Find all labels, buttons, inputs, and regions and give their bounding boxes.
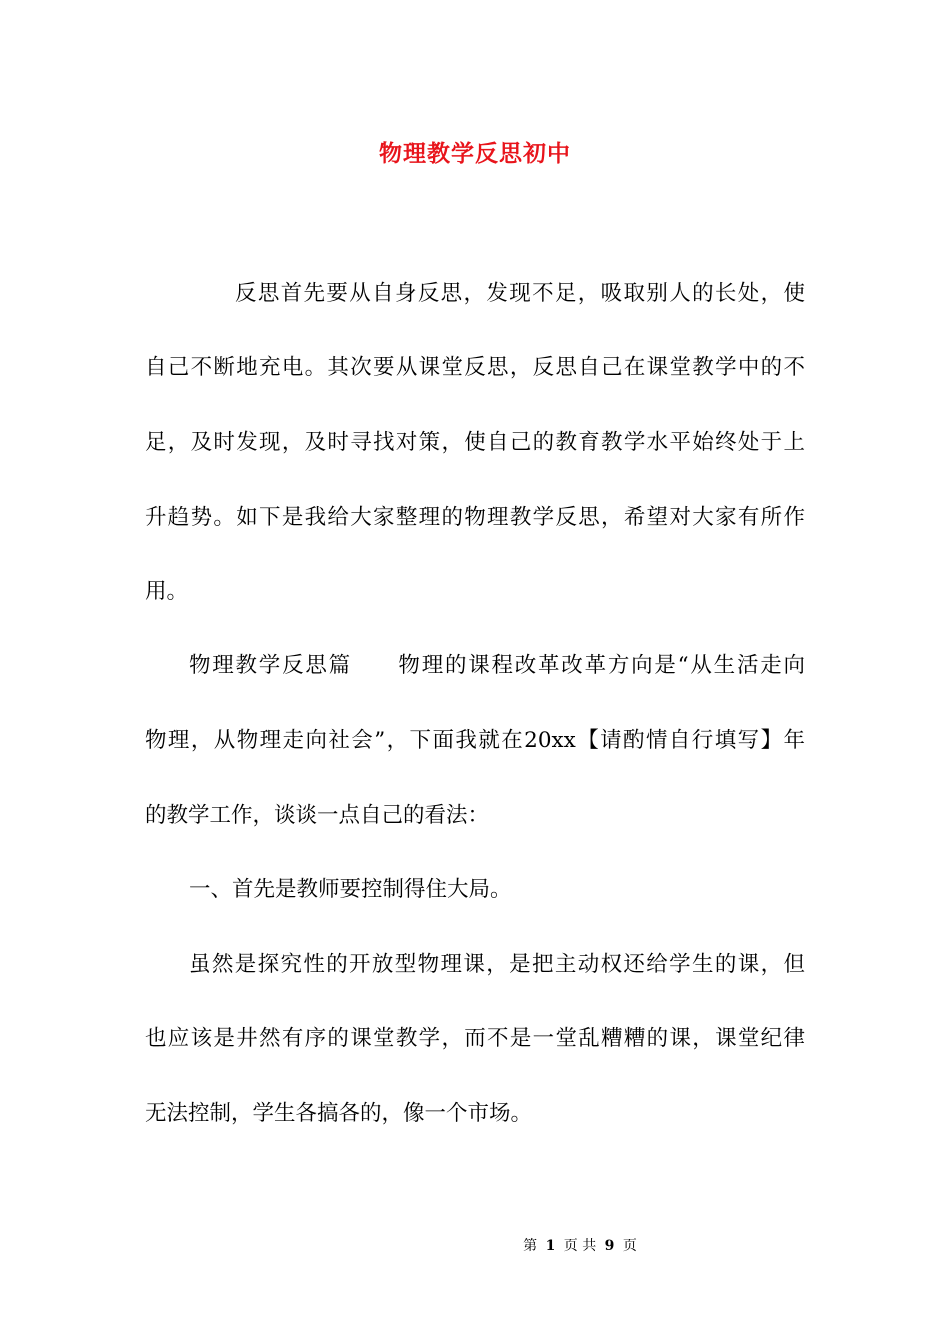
document-body bbox=[145, 0, 805, 1344]
section-heading: 一、首先是教师要控制得住大局。 bbox=[189, 877, 512, 902]
paragraph-line: 升趋势。如下是我给大家整理的物理教学反思，希望对大家有所作 bbox=[145, 505, 805, 530]
paragraph-line: 也应该是井然有序的课堂教学，而不是一堂乱糟糟的课，课堂纪律 bbox=[145, 1026, 805, 1051]
footer-page-number: 1 bbox=[545, 1238, 556, 1254]
document-title: 物理教学反思初中 bbox=[379, 140, 571, 167]
page-footer bbox=[0, 1236, 950, 1256]
paragraph-line: 物理，从物理走向社会”，下面我就在20xx【请酌情自行填写】年 bbox=[145, 728, 805, 753]
paragraph-line: 自己不断地充电。其次要从课堂反思，反思自己在课堂教学中的不 bbox=[145, 355, 805, 380]
paragraph-line: 物理教学反思篇 物理的课程改革改革方向是“从生活走向 bbox=[189, 653, 805, 678]
footer-middle: 页 共 bbox=[563, 1238, 597, 1254]
footer-total-pages: 9 bbox=[604, 1238, 615, 1254]
paragraph-line: 无法控制，学生各搞各的，像一个市场。 bbox=[145, 1101, 533, 1126]
paragraph-line: 用。 bbox=[145, 579, 189, 604]
paragraph-line: 的教学工作，谈谈一点自己的看法： bbox=[145, 803, 490, 828]
footer-prefix: 第 bbox=[523, 1238, 538, 1254]
paragraph-line: 足，及时发现，及时寻找对策，使自己的教育教学水平始终处于上 bbox=[145, 430, 805, 455]
paragraph-line: 反思首先要从自身反思，发现不足，吸取别人的长处，使 bbox=[235, 281, 805, 306]
footer-suffix: 页 bbox=[622, 1238, 637, 1254]
paragraph-line: 虽然是探究性的开放型物理课，是把主动权还给学生的课，但 bbox=[189, 952, 805, 977]
